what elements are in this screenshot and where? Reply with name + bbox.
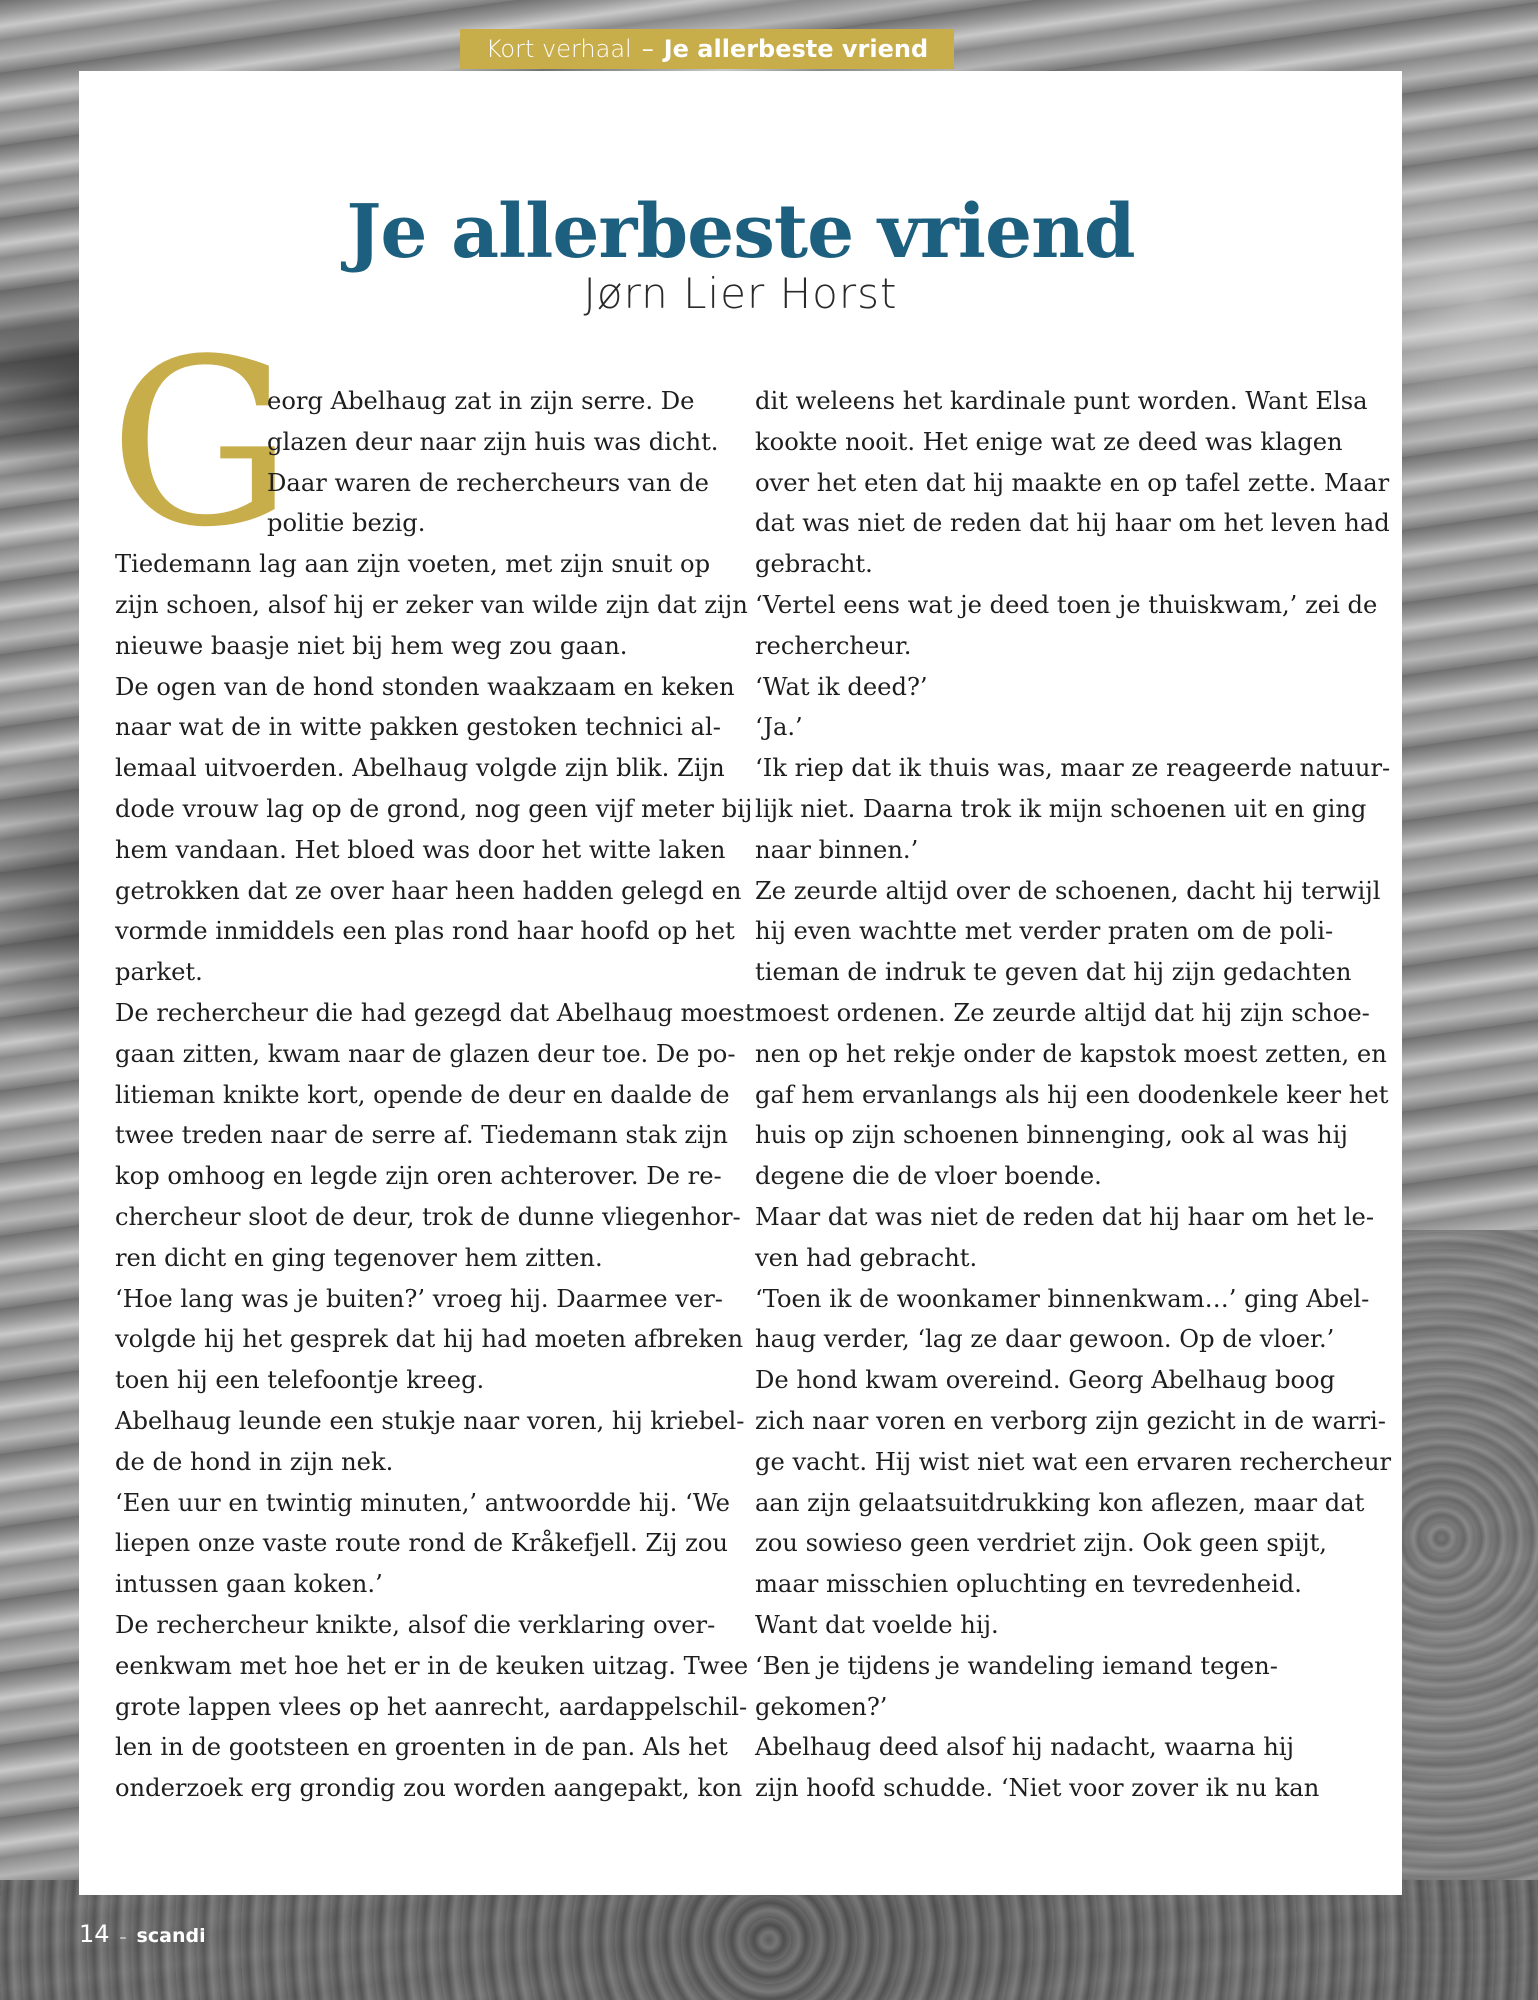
text-line: liepen onze vaste route rond de Kråkefjell. Zij zou xyxy=(115,1529,728,1558)
text-line: eenkwam met hoe het er in de keuken uitzag. Twee xyxy=(115,1651,749,1680)
text-line: ‘Wat ik deed?’ xyxy=(755,672,928,701)
article-panel xyxy=(79,71,1402,1895)
text-line: de de hond in zijn nek. xyxy=(115,1447,394,1476)
left-text-column xyxy=(115,381,755,1809)
text-line: vormde inmiddels een plas rond haar hoofd op het xyxy=(115,917,735,946)
story-title: Je allerbeste vriend xyxy=(346,189,1135,275)
text-line: Daar waren de rechercheurs van de xyxy=(267,468,709,497)
text-line: toen hij een telefoontje kreeg. xyxy=(115,1366,485,1395)
text-line: haug verder, ‘lag ze daar gewoon. Op de vloer.’ xyxy=(755,1325,1335,1354)
text-line: ‘Ik riep dat ik thuis was, maar ze reageerde natuur- xyxy=(755,754,1391,783)
text-line: De rechercheur die had gezegd dat Abelhaug moest xyxy=(115,998,755,1027)
background-rock-bottom xyxy=(0,1880,1538,2000)
text-line: ‘Ja.’ xyxy=(755,713,803,742)
text-line: rechercheur. xyxy=(755,631,912,660)
text-line: nieuwe baasje niet bij hem weg zou gaan. xyxy=(115,631,628,660)
text-line: dit weleens het kardinale punt worden. Want Elsa xyxy=(755,387,1368,415)
right-text-column xyxy=(755,381,1392,1809)
text-line: lijk niet. Daarna trok ik mijn schoenen uit en ging xyxy=(755,794,1367,823)
text-line: onderzoek erg grondig zou worden aangepakt, kon xyxy=(115,1774,743,1803)
text-line: ‘Hoe lang was je buiten?’ vroeg hij. Daarmee ver- xyxy=(115,1284,723,1313)
text-line: parket. xyxy=(115,958,203,987)
text-line: nen op het rekje onder de kapstok moest zetten, en xyxy=(755,1039,1387,1068)
section-label: Kort verhaal xyxy=(485,35,632,63)
text-line: litieman knikte kort, opende de deur en daalde de xyxy=(115,1080,730,1109)
text-line: gebracht. xyxy=(755,550,873,579)
text-line: kop omhoog en legde zijn oren achterover. De re- xyxy=(115,1162,722,1191)
drop-cap: G xyxy=(109,311,293,578)
page-footer xyxy=(79,1920,206,1948)
text-line: ge vacht. Hij wist niet wat een ervaren rechercheur xyxy=(755,1447,1392,1476)
text-line: De hond kwam overeind. Georg Abelhaug boog xyxy=(755,1366,1336,1395)
text-line: ren dicht en ging tegenover hem zitten. xyxy=(115,1243,603,1272)
text-line: moest ordenen. Ze zeurde altijd dat hij zijn schoe- xyxy=(755,998,1370,1027)
text-line: volgde hij het gesprek dat hij had moeten afbreken xyxy=(115,1325,744,1354)
text-line: naar wat de in witte pakken gestoken technici al- xyxy=(115,713,721,742)
text-line: zijn schoen, alsof hij er zeker van wilde zijn dat zijn xyxy=(115,590,748,619)
text-line: twee treden naar de serre af. Tiedemann stak zijn xyxy=(115,1121,728,1150)
text-line: huis op zijn schoenen binnenging, ook al was hij xyxy=(755,1121,1348,1150)
text-line: Want dat voelde hij. xyxy=(755,1610,999,1639)
text-line: De ogen van de hond stonden waakzaam en keken xyxy=(115,672,735,701)
page-number: 14 xyxy=(79,1920,110,1948)
section-header-tab xyxy=(460,29,954,69)
text-line: tieman de indruk te geven dat hij zijn gedachten xyxy=(755,958,1352,987)
text-line: dode vrouw lag op de grond, nog geen vijf meter bij xyxy=(115,794,753,823)
text-line: naar binnen.’ xyxy=(755,835,919,864)
text-line: glazen deur naar zijn huis was dicht. xyxy=(267,427,719,456)
text-line: grote lappen vlees op het aanrecht, aardappelschil- xyxy=(115,1692,748,1721)
text-line: len in de gootsteen en groenten in de pan. Als het xyxy=(115,1733,728,1762)
text-line: kookte nooit. Het enige wat ze deed was klagen xyxy=(755,427,1343,456)
text-line: degene die de vloer boende. xyxy=(755,1162,1102,1191)
text-line: gaf hem ervanlangs als hij een doodenkele keer het xyxy=(755,1080,1389,1109)
section-title: Je allerbeste vriend xyxy=(663,35,929,63)
text-line: Ze zeurde altijd over de schoenen, dacht hij terwijl xyxy=(755,876,1381,905)
text-line: chercheur sloot de deur, trok de dunne vliegenhor- xyxy=(115,1202,741,1231)
text-line: hij even wachtte met verder praten om de poli- xyxy=(755,917,1334,946)
text-line: Maar dat was niet de reden dat hij haar om het le- xyxy=(755,1202,1375,1231)
text-line: ‘Een uur en twintig minuten,’ antwoordde hij. ‘We xyxy=(115,1488,730,1517)
text-line: ‘Toen ik de woonkamer binnenkwam…’ ging Abel- xyxy=(755,1284,1370,1313)
text-line: hem vandaan. Het bloed was door het witte laken xyxy=(115,835,726,864)
story-author: Jørn Lier Horst xyxy=(583,269,898,318)
text-line: Tiedemann lag aan zijn voeten, met zijn snuit op xyxy=(115,550,711,579)
text-line: zijn hoofd schudde. ‘Niet voor zover ik nu kan xyxy=(755,1774,1320,1803)
text-line: De rechercheur knikte, alsof die verklaring over- xyxy=(115,1610,716,1639)
text-line: ven had gebracht. xyxy=(755,1243,978,1272)
text-line: politie bezig. xyxy=(267,509,426,538)
text-line: ‘Ben je tijdens je wandeling iemand tegen- xyxy=(755,1651,1278,1680)
text-line: aan zijn gelaatsuitdrukking kon aflezen, maar dat xyxy=(755,1488,1365,1517)
text-line: zich naar voren en verborg zijn gezicht in de warri- xyxy=(755,1406,1386,1435)
text-line: maar misschien opluchting en tevredenheid. xyxy=(755,1570,1302,1599)
section-dash: – xyxy=(641,35,654,63)
text-line: lemaal uitvoerden. Abelhaug volgde zijn blik. Zijn xyxy=(115,754,725,783)
footer-dash: – xyxy=(119,1930,127,1946)
magazine-brand: scandi xyxy=(136,1925,206,1947)
text-line: zou sowieso geen verdriet zijn. Ook geen spijt, xyxy=(755,1529,1327,1558)
text-line: dat was niet de reden dat hij haar om het leven had xyxy=(755,509,1390,538)
text-line: gekomen?’ xyxy=(755,1692,888,1721)
text-line: eorg Abelhaug zat in zijn serre. De xyxy=(267,387,695,415)
text-line: gaan zitten, kwam naar de glazen deur toe. De po- xyxy=(115,1039,736,1068)
text-line: Abelhaug deed alsof hij nadacht, waarna hij xyxy=(755,1733,1295,1762)
text-line: over het eten dat hij maakte en op tafel zette. Maar xyxy=(755,468,1390,497)
text-line: intussen gaan koken.’ xyxy=(115,1570,383,1599)
text-line: ‘Vertel eens wat je deed toen je thuiskwam,’ zei de xyxy=(755,590,1378,619)
text-line: getrokken dat ze over haar heen hadden gelegd en xyxy=(115,876,742,905)
text-line: Abelhaug leunde een stukje naar voren, hij kriebel- xyxy=(115,1406,745,1435)
